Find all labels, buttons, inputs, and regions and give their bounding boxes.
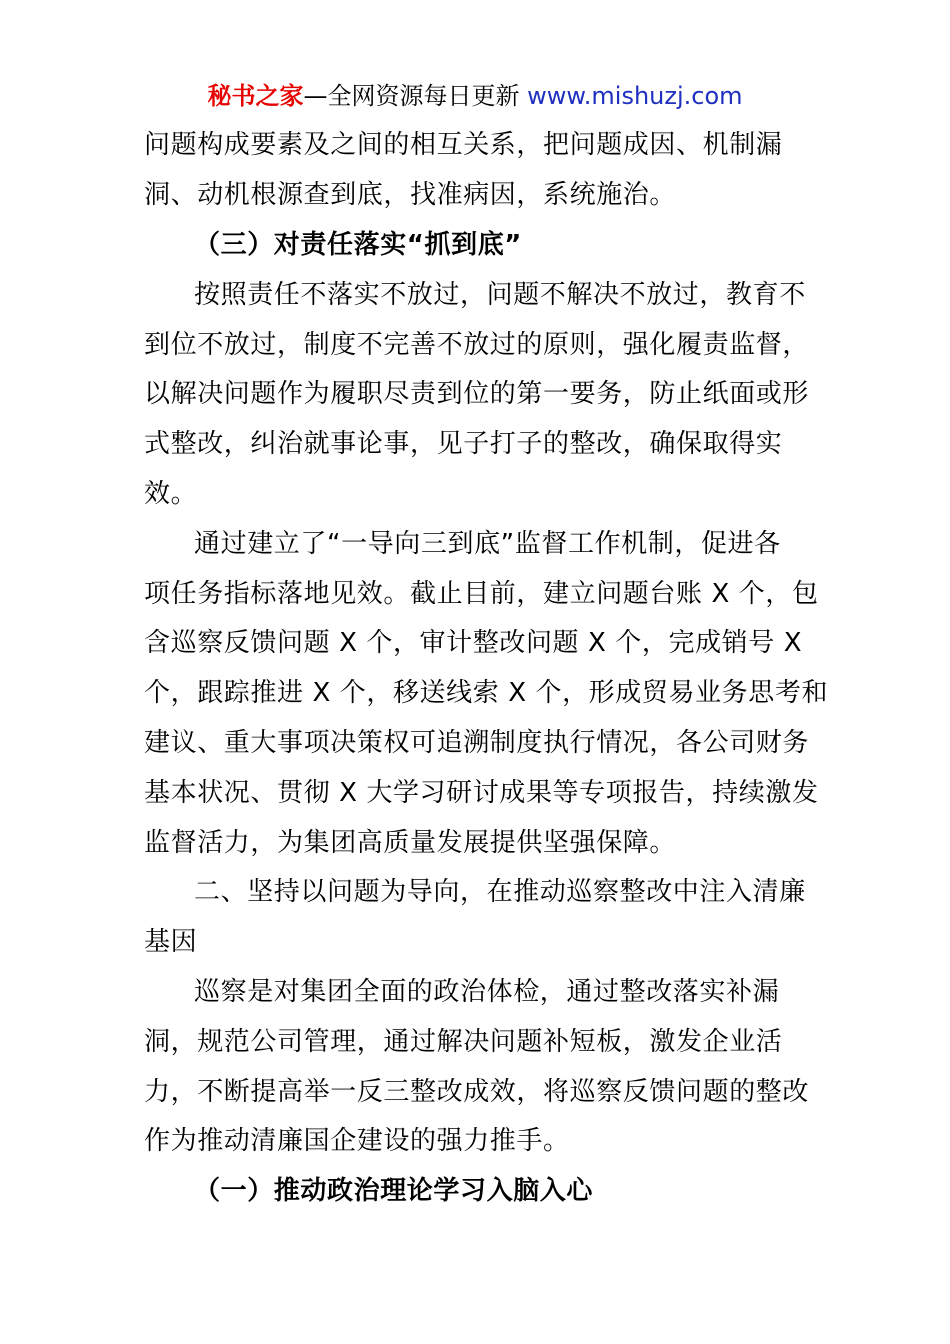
- paragraph-line: 基本状况、贯彻 X 大学习研讨成果等专项报告，持续激发: [144, 778, 819, 808]
- paragraph-line: 到位不放过，制度不完善不放过的原则，强化履责监督，: [144, 330, 810, 360]
- paragraph-line: 按照责任不落实不放过，问题不解决不放过，教育不: [194, 280, 806, 310]
- paragraph-line: 通过建立了“一导向三到底”监督工作机制，促进各: [194, 529, 781, 559]
- paragraph-line: 洞、动机根源查到底，找准病因，系统施治。: [144, 180, 677, 210]
- paragraph-line: 以解决问题作为履职尽责到位的第一要务，防止纸面或形: [144, 379, 810, 409]
- paragraph-line: 问题构成要素及之间的相互关系，把问题成因、机制漏: [144, 130, 783, 160]
- section-heading: （三）对责任落实“抓到底”: [194, 230, 522, 260]
- site-tagline: —全网资源每日更新: [303, 82, 528, 110]
- paragraph-line: 巡察是对集团全面的政治体检，通过整改落实补漏: [194, 977, 780, 1007]
- paragraph-line: 洞，规范公司管理，通过解决问题补短板，激发企业活: [144, 1027, 783, 1057]
- page-header: [0, 80, 950, 112]
- paragraph-line: 作为推动清廉国企建设的强力推手。: [144, 1126, 570, 1156]
- section-heading: （一）推动政治理论学习入脑入心: [194, 1176, 594, 1206]
- paragraph-line: 力，不断提高举一反三整改成效，将巡察反馈问题的整改: [144, 1077, 810, 1107]
- paragraph-line: 建议、重大事项决策权可追溯制度执行情况，各公司财务: [144, 728, 810, 758]
- paragraph-line: 项任务指标落地见效。截止目前，建立问题台账 X 个，包: [144, 579, 819, 609]
- paragraph-line: 效。: [144, 479, 198, 509]
- chapter-heading: 二、坚持以问题为导向，在推动巡察整改中注入清廉: [194, 877, 806, 907]
- paragraph-line: 监督活力，为集团高质量发展提供坚强保障。: [144, 828, 677, 858]
- chapter-heading: 基因: [144, 927, 198, 957]
- paragraph-line: 式整改，纠治就事论事，见子打子的整改，确保取得实: [144, 429, 783, 459]
- site-brand: 秘书之家: [207, 82, 304, 110]
- paragraph-line: 个，跟踪推进 X 个，移送线索 X 个，形成贸易业务思考和: [144, 678, 829, 708]
- paragraph-line: 含巡察反馈问题 X 个，审计整改问题 X 个，完成销号 X: [144, 628, 803, 658]
- site-url-link[interactable]: www.mishuzj.com: [527, 82, 743, 110]
